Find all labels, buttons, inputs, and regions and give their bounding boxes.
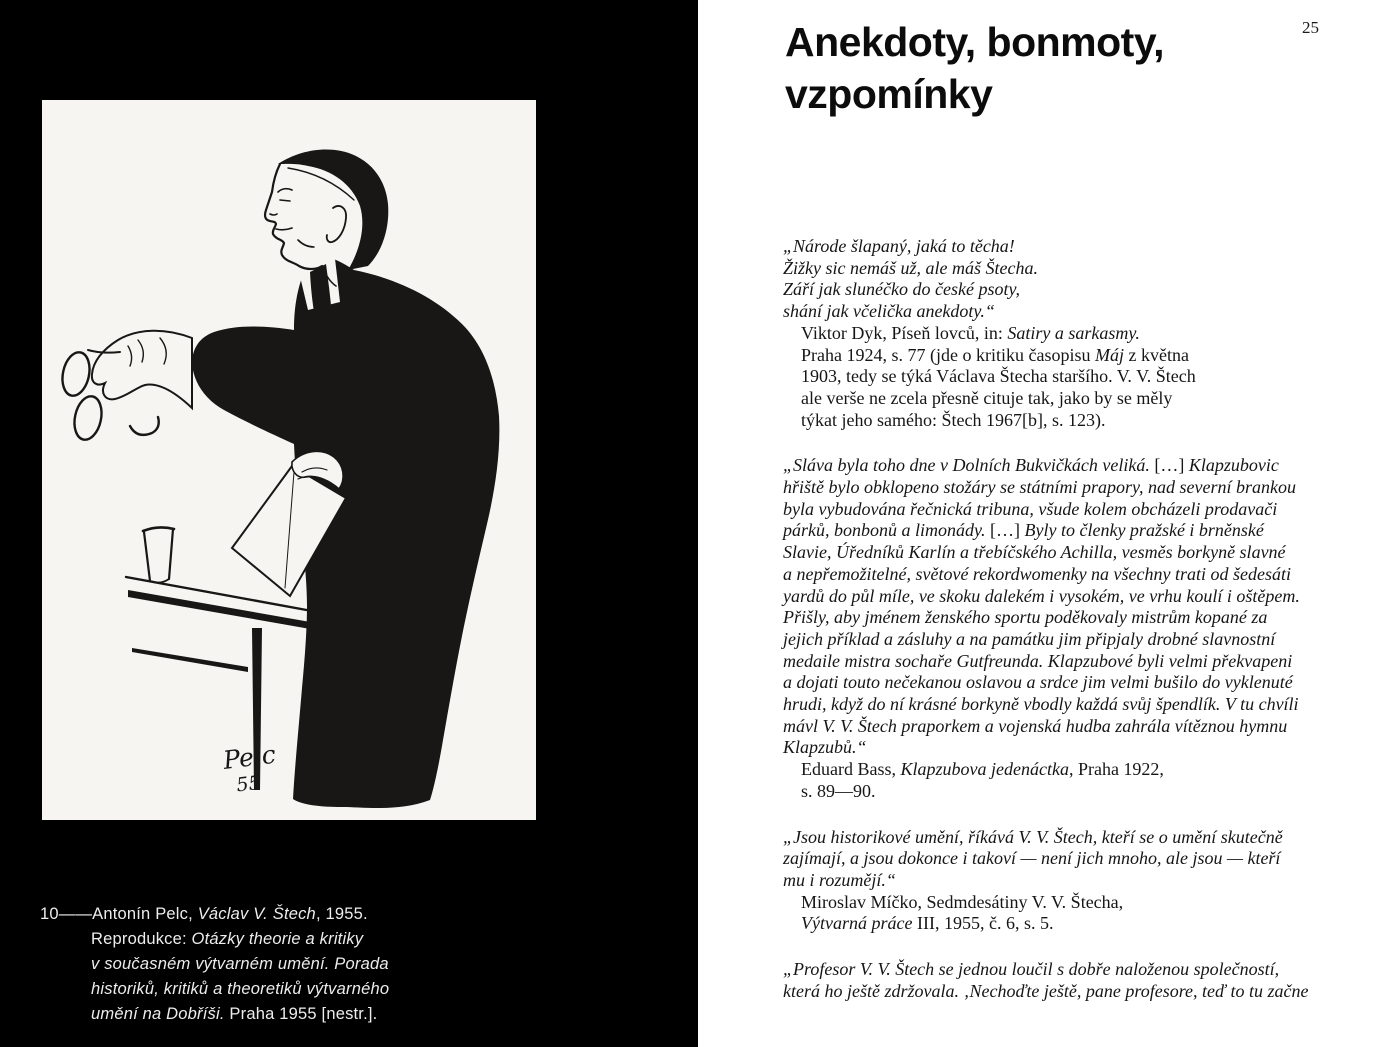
caption-line [40,977,470,1002]
citation-line [801,388,1383,410]
roman-text: s. 89—90. [801,780,876,801]
roman-text: Praha 1924, s. 77 (jde o kritiku časopisu [801,344,1095,365]
italic-text: zajímají, a jsou dokonce i takoví — není jich mnoho, ale jsou — kteří [783,848,1281,869]
italic-text: Klapzubova jedenáctka [900,759,1069,780]
italic-text: hřiště bylo obklopeno stožáry se státními prapory, nad severní brankou [783,477,1296,498]
quote-group [783,959,1383,1002]
text-column [783,236,1383,1027]
quote-block [783,959,1383,1002]
italic-text: Václav V. Štech [197,905,316,923]
italic-text: „Profesor V. V. Štech se jednou loučil s dobře naloženou společností, [783,959,1280,980]
italic-text: byla vybudována řečnická tribuna, všude kolem obcházeli prodavači [783,498,1278,519]
italic-text: Klapzubovic [1184,455,1279,476]
quote-block [783,455,1383,759]
italic-text: Slavie, Úředníků Karlín a třebíčského Achilla, vesměs borkyně slavné [783,542,1286,563]
caricature-drawing [42,100,536,820]
artist-signature [221,740,280,798]
caption-line [40,927,470,952]
italic-text: medaile mistra sochaře Gutfreunda. Klapzubové byli velmi překvapeni [783,650,1293,671]
quote-line [783,455,1383,477]
quote-line [783,716,1383,738]
quote-group [783,236,1383,431]
citation-line [801,913,1383,935]
quote-block [783,827,1383,892]
quote-line [783,651,1383,673]
italic-text: shání jak včelička anekdoty.“ [783,301,995,322]
italic-text: a nepřemožitelné, světové rekordwomenky na všechny trati od šedesáti [783,563,1292,584]
italic-text: Výtvarná práce [801,913,913,934]
caption-line [40,1002,470,1027]
citation-line [801,781,1383,803]
citation-line [801,366,1383,388]
suit-body [192,256,499,808]
italic-text: „Národe šlapaný, jaká to těcha! [783,236,1015,256]
roman-text: Miroslav Míčko, Sedmdesátiny V. V. Štecha, [801,891,1124,912]
quote-line [783,301,1383,323]
quote-line [783,477,1383,499]
face-profile [265,164,322,269]
roman-text: z května [1123,344,1189,365]
quote-line [783,959,1383,981]
signature-name: Pelc [221,739,278,775]
quote-group [783,455,1383,802]
italic-text: yardů do půl míle, ve skoku dalekém i vysokém, ve vrhu koulí i oštěpem. [783,585,1300,606]
citation-line [801,410,1383,432]
quote-line [783,499,1383,521]
quote-line [783,694,1383,716]
italic-text: Byly to členky pražské i brněnské [1020,520,1264,541]
quote-line [783,520,1383,542]
citation-block [783,323,1383,432]
citation-line [801,759,1383,781]
italic-text: v současném výtvarném umění. Porada [91,955,389,973]
italic-text: mu i rozumějí.“ [783,869,896,890]
roman-text: , 1955. [315,905,368,923]
roman-text: Antonín Pelc, [92,905,198,923]
roman-text: 10—— [40,905,93,923]
roman-text: Reprodukce: [91,930,192,948]
italic-text: Máj [1094,344,1124,365]
italic-text: Klapzubů.“ [783,737,867,758]
page-title [785,16,1164,120]
italic-text: Žižky sic nemáš už, ale máš Štecha. [783,257,1038,278]
quote-line [783,737,1383,759]
italic-text: Září jak slunéčko do české psoty, [783,279,1020,300]
italic-text: Otázky theorie a kritiky [191,930,364,948]
citation-line [801,323,1383,345]
quote-line [783,981,1383,1003]
caption-line [40,902,470,927]
page-title-line-1: Anekdoty, bonmoty, [785,19,1164,65]
roman-text: III, 1955, č. 6, s. 5. [912,913,1054,934]
quote-line [783,827,1383,849]
quote-line [783,542,1383,564]
quote-line [783,586,1383,608]
italic-text: hrudi, když do ní krásné borkyně vbodly každá svůj špendlík. V tu chvíli [783,694,1299,715]
roman-text: Viktor Dyk, Píseň lovců, in: [801,322,1008,343]
quote-line [783,564,1383,586]
quote-line [783,672,1383,694]
page-title-line-2: vzpomínky [785,71,993,117]
illustration-panel [42,100,536,820]
left-hand [92,331,192,408]
quote-line [783,236,1383,258]
citation-block [783,759,1383,802]
roman-text: ale verše ne zcela přesně cituje tak, jako by se měly [801,387,1173,408]
quote-group [783,827,1383,936]
water-glass [143,527,174,582]
roman-text: Praha 1955 [nestr.]. [224,1005,378,1023]
roman-text: Eduard Bass, [801,759,901,780]
roman-text: týkat jeho samého: Štech 1967[b], s. 123). [801,409,1106,430]
citation-line [801,345,1383,367]
italic-text: „Jsou historikové umění, říkává V. V. Štech, kteří se o umění skutečně [783,826,1283,847]
italic-text: Přišly, aby jménem ženského sportu poděkovaly mistrům kopané za [783,607,1268,628]
quote-line [783,279,1383,301]
italic-text: jejich příklad a zásluhy a na památku jim připjaly drobné slavnostní [783,628,1276,649]
italic-text: Satiry a sarkasmy. [1007,322,1140,343]
quote-block [783,236,1383,323]
right-page [698,0,1395,1047]
italic-text: která ho ještě zdržovala. ‚Nechoďte ještě, pane profesore, teď to tu začne [783,980,1309,1001]
italic-text: „Sláva byla toho dne v Dolních Bukvičkách veliká. [783,455,1155,476]
roman-text: , Praha 1922, [1068,759,1164,780]
page-number: 25 [1302,18,1319,37]
citation-block [783,892,1383,935]
italic-text: párků, bonbonů a limonády. [783,520,990,541]
roman-text: 1903, tedy se týká Václava Štecha staršího. V. V. Štech [801,366,1196,387]
quote-line [783,870,1383,892]
quote-line [783,258,1383,280]
quote-line [783,607,1383,629]
italic-text: historiků, kritiků a theoretiků výtvarného [91,980,390,998]
roman-text: […] [1154,455,1185,476]
figure-caption [40,902,470,1027]
quote-line [783,848,1383,870]
podium [126,577,316,790]
quote-line [783,629,1383,651]
caption-line [40,952,470,977]
italic-text: mávl V. V. Štech praporkem a vojenská hudba zahrála vítěznou hymnu [783,715,1288,736]
signature-year: 55 [235,771,262,797]
italic-text: umění na Dobříši. [91,1005,225,1023]
roman-text: […] [990,520,1020,541]
citation-line [801,892,1383,914]
ear [327,206,346,242]
italic-text: a dojati touto nečekanou oslavou a srdce jim velmi bušilo do vyklenuté [783,672,1293,693]
